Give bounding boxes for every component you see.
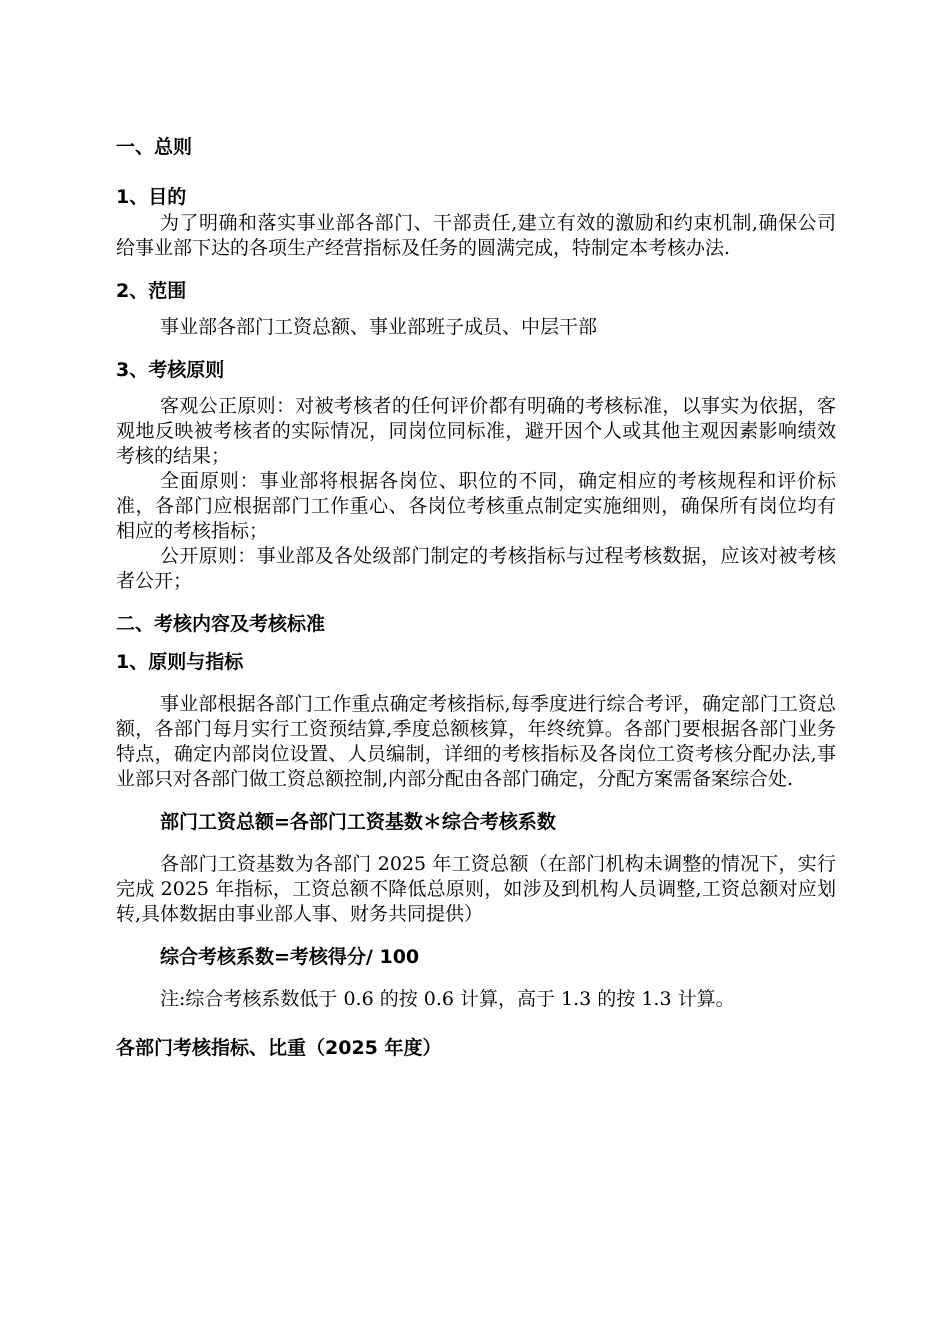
paragraph-principle-open: 公开原则：事业部及各处级部门制定的考核指标与过程考核数据，应该对被考核者公开； [116,545,836,592]
section-heading-content-standards: 二、考核内容及考核标准 [116,613,326,635]
paragraph-principle-objective: 客观公正原则：对被考核者的任何评价都有明确的考核标准，以事实为依据，客观地反映被考核者的实际情况，同岗位同标准，避开因个人或其他主观因素影响绩效考核的结果； [116,395,836,467]
paragraph-principle-comprehensive: 全面原则：事业部将根据各岗位、职位的不同，确定相应的考核规程和评价标准，各部门应根据部门工作重心、各岗位考核重点制定实施细则，确保所有岗位均有相应的考核指标； [116,470,836,542]
section-heading-general: 一、总则 [116,136,193,158]
paragraph-salary-base: 各部门工资基数为各部门 2025 年工资总额（在部门机构未调整的情况下，实行完成 2025 年指标，工资总额不降低总原则，如涉及到机构人员调整,工资总额对应划转,具体数据由事业部人事、财务共同提供） [116,853,836,925]
subheading-principles-indicators: 1、原则与指标 [116,651,244,673]
paragraph-principles-indicators: 事业部根据各部门工作重点确定考核指标,每季度进行综合考评，确定部门工资总额，各部门每月实行工资预结算,季度总额核算，年终统算。各部门要根据各部门业务特点，确定内部岗位设置、人员编制，详细的考核指标及各岗位工资考核分配办法,事业部只对各部门做工资总额控制,内部分配由各部门确定，分配方案需备案综合处. [116,693,836,790]
formula-assessment-coefficient: 综合考核系数=考核得分/ 100 [160,946,420,968]
paragraph-note: 注:综合考核系数低于 0.6 的按 0.6 计算，高于 1.3 的按 1.3 计算。 [160,988,735,1010]
subheading-principles: 3、考核原则 [116,359,225,381]
subheading-scope: 2、范围 [116,280,187,302]
document-body [116,133,836,1062]
paragraph-scope: 事业部各部门工资总额、事业部班子成员、中层干部 [160,316,598,338]
section-heading-indicators-weights: 各部门考核指标、比重（2025 年度） [116,1037,442,1059]
subheading-purpose: 1、目的 [116,186,187,208]
paragraph-purpose: 为了明确和落实事业部各部门、干部责任,建立有效的激励和约束机制,确保公司给事业部下达的各项生产经营指标及任务的圆满完成，特制定本考核办法. [116,212,836,259]
formula-department-salary: 部门工资总额=各部门工资基数＊综合考核系数 [160,811,556,833]
